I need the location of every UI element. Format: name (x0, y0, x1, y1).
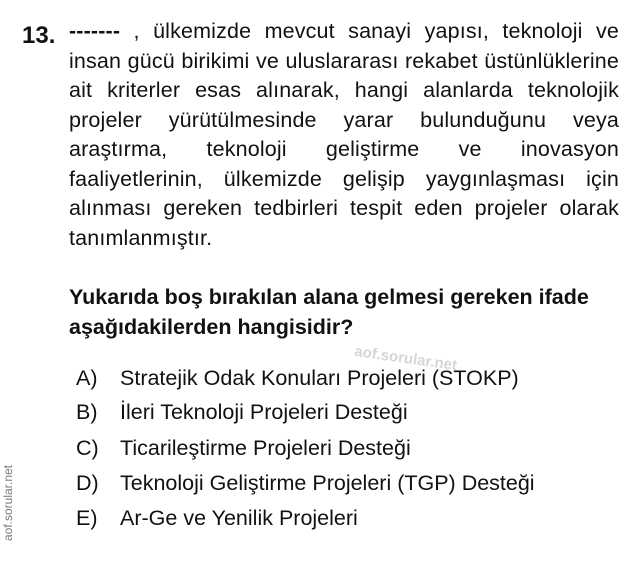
side-watermark: aof.sorular.net (1, 464, 15, 542)
option-text: Stratejik Odak Konuları Projeleri (STOKP) (120, 366, 519, 390)
option-letter: B) (76, 400, 98, 424)
option-c[interactable] (0, 432, 641, 466)
option-d[interactable] (0, 467, 641, 501)
option-letter: A) (76, 366, 98, 390)
option-e[interactable] (0, 502, 641, 536)
option-text: İleri Teknoloji Projeleri Desteği (120, 400, 408, 424)
option-text: Ar-Ge ve Yenilik Projeleri (120, 506, 358, 530)
option-b[interactable] (0, 396, 641, 430)
question-number: 13. (22, 22, 56, 49)
option-text: Teknoloji Geliştirme Projeleri (TGP) Desteği (120, 471, 535, 495)
option-a[interactable] (0, 362, 641, 396)
question-stem (69, 17, 619, 253)
question-stem-text: , ülkemizde mevcut sanayi yapısı, teknoloji ve insan gücü birikimi ve uluslararası rekabet üstünlüklerine ait kriterler esas alınarak, hangi alanlarda teknolojik projeler yürütülmesinde yarar bulunduğunu veya araştırma, teknoloji geliştirme ve inovasyon faaliyetlerinin, ülkemizde gelişip yaygınlaşması için alınması gereken tedbirleri tespit eden projeler olarak tanımlanmıştır. (69, 19, 619, 250)
option-letter: D) (76, 471, 99, 495)
question-prompt: Yukarıda boş bırakılan alana gelmesi gereken ifade aşağıdakilerden hangisidir? (69, 285, 589, 339)
option-letter: E) (76, 506, 98, 530)
option-letter: C) (76, 436, 99, 460)
center-watermark: aof.sorular.net (353, 342, 459, 375)
option-text: Ticarileştirme Projeleri Desteği (120, 436, 411, 460)
question-blank: ------- (69, 19, 121, 43)
